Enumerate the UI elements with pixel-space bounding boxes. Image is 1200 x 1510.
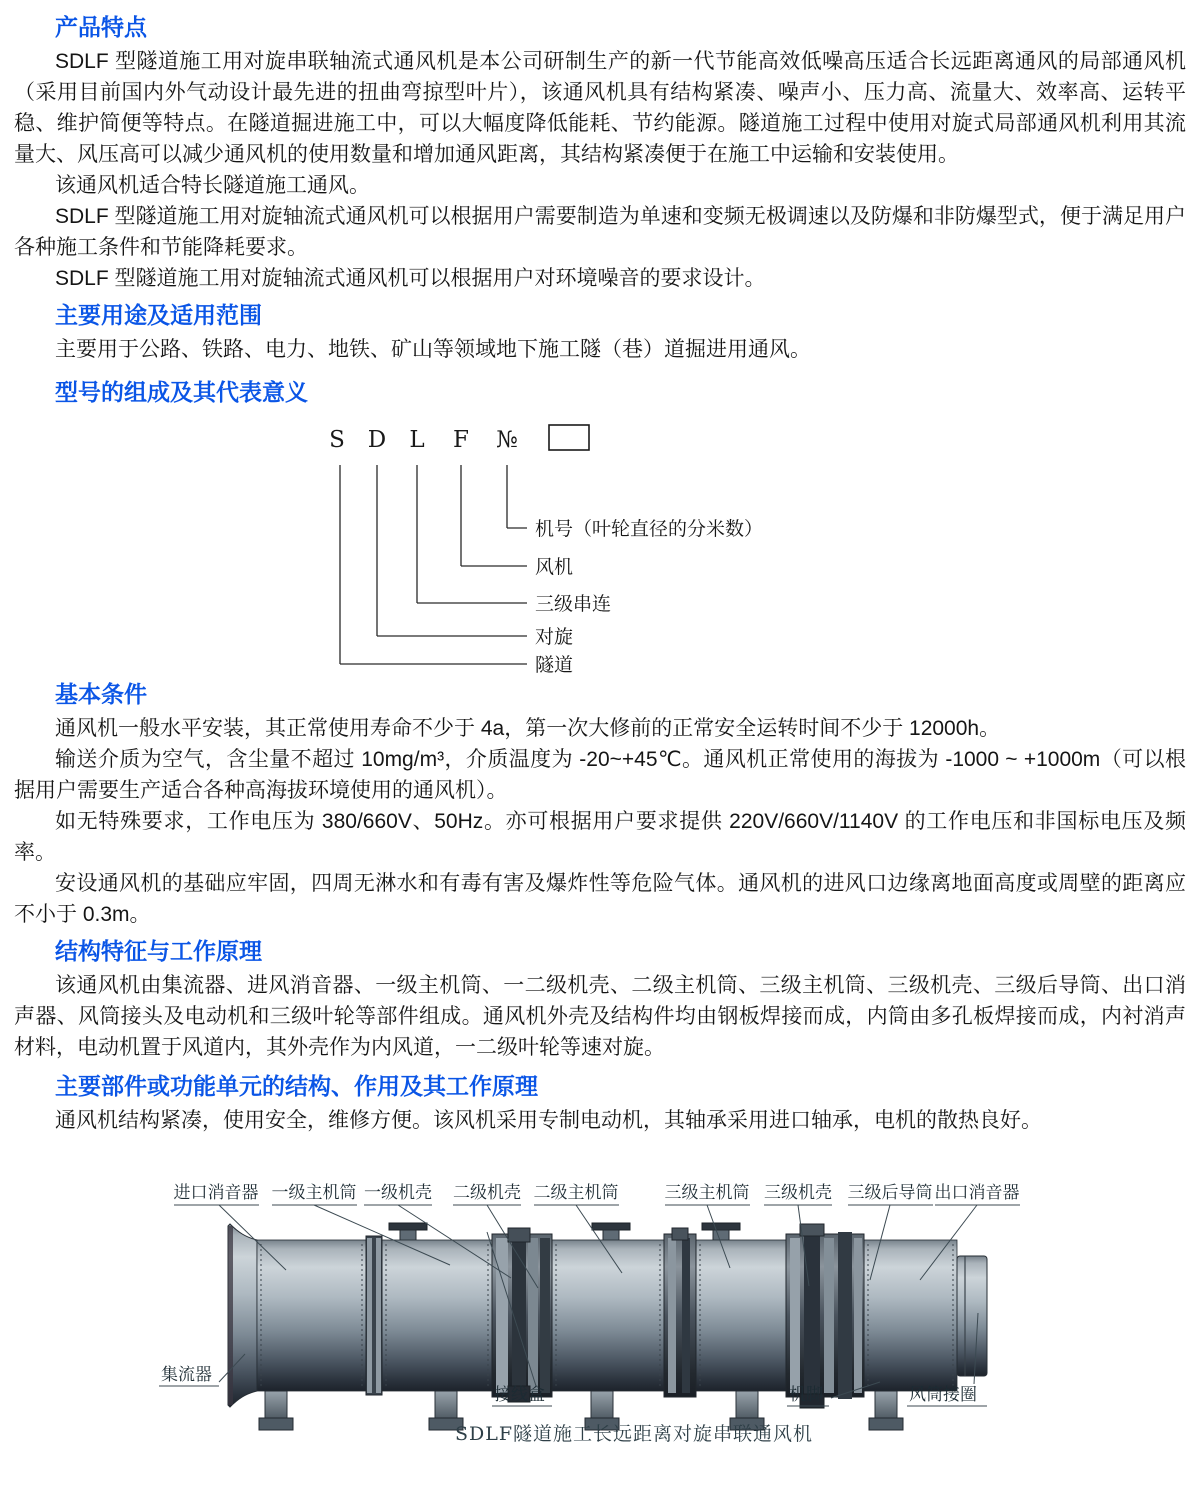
fan-diagram-caption: SDLF隧道施工长远距离对旋串联通风机 — [454, 1423, 814, 1445]
fan-foot — [259, 1391, 293, 1430]
model-number-box — [549, 425, 589, 450]
label-stage1-main-barrel: 一级主机筒 — [271, 1183, 357, 1203]
usage-paragraph: 主要用于公路、铁路、电力、地铁、矿山等领域地下施工隧（巷）道掘进用通风。 — [55, 338, 811, 361]
conditions-paragraph-2: 输送介质为空气，含尘量不超过 10mg/m³，介质温度为 -20~+45℃。通风机正常使用的海拔为 -1000 ~ +1000m（可以根据用户需要生产适合各种高海拔环境使用的通风机）。 — [14, 748, 1186, 802]
fan-inlet-bell — [228, 1224, 257, 1407]
fan-joint-1 — [366, 1236, 382, 1395]
section-heading-model: 型号的组成及其代表意义 — [55, 379, 308, 405]
model-label-tunnel: 隧道 — [535, 655, 574, 676]
features-paragraph-2: 该通风机适合特长隧道施工通风。 — [55, 174, 370, 197]
section-heading-usage: 主要用途及适用范围 — [55, 302, 262, 328]
label-stage2-casing: 二级机壳 — [453, 1183, 521, 1203]
fan-section-inlet-silencer — [257, 1240, 366, 1391]
model-composition-svg — [14, 411, 1200, 679]
model-letter-d: D — [367, 427, 387, 453]
fan-section-stage2-casing — [552, 1240, 664, 1391]
fan-technical-diagram — [14, 1168, 1186, 1460]
section-heading-features: 产品特点 — [55, 14, 147, 40]
fan-section-stage3-casing — [696, 1240, 786, 1391]
section-heading-conditions: 基本条件 — [55, 681, 147, 707]
fan-technical-svg — [14, 1168, 1200, 1460]
junction-box-icon — [702, 1223, 740, 1241]
label-stage2-main-barrel: 二级主机筒 — [533, 1183, 619, 1203]
section-heading-parts: 主要部件或功能单元的结构、作用及其工作原理 — [55, 1073, 538, 1099]
fan-section-outlet-silencer — [864, 1240, 957, 1391]
conditions-paragraph-4: 安设通风机的基础应牢固，四周无淋水和有毒有害及爆炸性等危险气体。通风机的进风口边缘离地面高度或周壁的距离应不小于 0.3m。 — [14, 872, 1186, 926]
features-paragraph-4: SDLF 型隧道施工用对旋轴流式通风机可以根据用户对环境噪音的要求设计。 — [55, 267, 766, 290]
conditions-paragraph-1: 通风机一般水平安装，其正常使用寿命不少于 4a，第一次大修前的正常安全运转时间不少于 12000h。 — [55, 717, 1001, 740]
label-stage3-main-barrel: 三级主机筒 — [664, 1183, 750, 1203]
model-letter-l: L — [409, 427, 425, 453]
fan-joint-stage3-casing — [786, 1224, 864, 1408]
model-label-fan: 风机 — [535, 557, 574, 578]
label-inlet-silencer: 进口消音器 — [173, 1183, 259, 1203]
label-stage3-rear-guide: 三级后导筒 — [847, 1183, 933, 1203]
features-paragraph-3: SDLF 型隧道施工用对旋轴流式通风机可以根据用户需要制造为单速和变频无极调速以及防爆和非防爆型式，便于满足用户各种施工条件和节能降耗要求。 — [14, 205, 1186, 259]
features-paragraph-1: SDLF 型隧道施工用对旋串联轴流式通风机是本公司研制生产的新一代节能高效低噪高压适合长远距离通风的局部通风机（采用目前国内外气动设计最先进的扭曲弯掠型叶片），该通风机具有结构紧凑、噪声小、压力高、流量大、效率高、运转平稳、维护简便等特点。在隧道掘进施工中，可以大幅度降低能耗、节约能源。隧道施工过程中使用对旋式局部通风机利用其流量大、风压高可以减少通风机的使用数量和增加通风距离，其结构紧凑便于在施工中运输和安装使用。 — [14, 50, 1186, 166]
model-label-three-stage-series: 三级串连 — [535, 594, 612, 615]
fan-duct-collar — [957, 1256, 987, 1376]
label-junction-box: 接线盒 — [494, 1385, 545, 1405]
label-machine-foot: 机脚 — [789, 1385, 823, 1405]
junction-box-icon — [592, 1223, 630, 1241]
structure-paragraph: 该通风机由集流器、进风消音器、一级主机筒、一二级机壳、二级主机筒、三级主机筒、三级机壳、三级后导筒、出口消声器、风筒接头及电动机和三级叶轮等部件组成。通风机外壳及结构件均由钢板焊接而成，内筒由多孔板焊接而成，内衬消声材料，电动机置于风道内，其外壳作为内风道，一二级叶轮等速对旋。 — [14, 974, 1186, 1059]
fan-section-stage1-casing — [382, 1240, 492, 1391]
label-stage1-casing: 一级机壳 — [364, 1183, 432, 1203]
model-letter-f: F — [453, 427, 469, 453]
model-label-fan-number: 机号（叶轮直径的分米数） — [535, 519, 764, 540]
model-label-contra-rotating: 对旋 — [535, 627, 574, 648]
label-flow-collector: 集流器 — [161, 1365, 212, 1385]
label-stage3-casing: 三级机壳 — [764, 1183, 832, 1203]
conditions-paragraph-3: 如无特殊要求，工作电压为 380/660V、50Hz。亦可根据用户要求提供 220V/660V/1140V 的工作电压和非国标电压及频率。 — [14, 810, 1186, 864]
parts-paragraph: 通风机结构紧凑，使用安全，维修方便。该风机采用专制电动机，其轴承采用进口轴承，电机的散热良好。 — [55, 1109, 1042, 1132]
label-outlet-silencer: 出口消音器 — [934, 1183, 1020, 1203]
fan-joint-stage12-casing — [492, 1228, 552, 1402]
model-letter-s: S — [329, 427, 345, 453]
model-composition-diagram — [14, 411, 1186, 679]
label-duct-collar: 风筒接圈 — [909, 1385, 977, 1405]
model-letter-no: № — [496, 427, 518, 453]
fan-joint-3 — [664, 1228, 696, 1397]
section-heading-structure: 结构特征与工作原理 — [55, 938, 262, 964]
fan-foot — [869, 1391, 903, 1430]
junction-box-icon — [389, 1223, 427, 1241]
model-branch-lines — [340, 465, 527, 664]
